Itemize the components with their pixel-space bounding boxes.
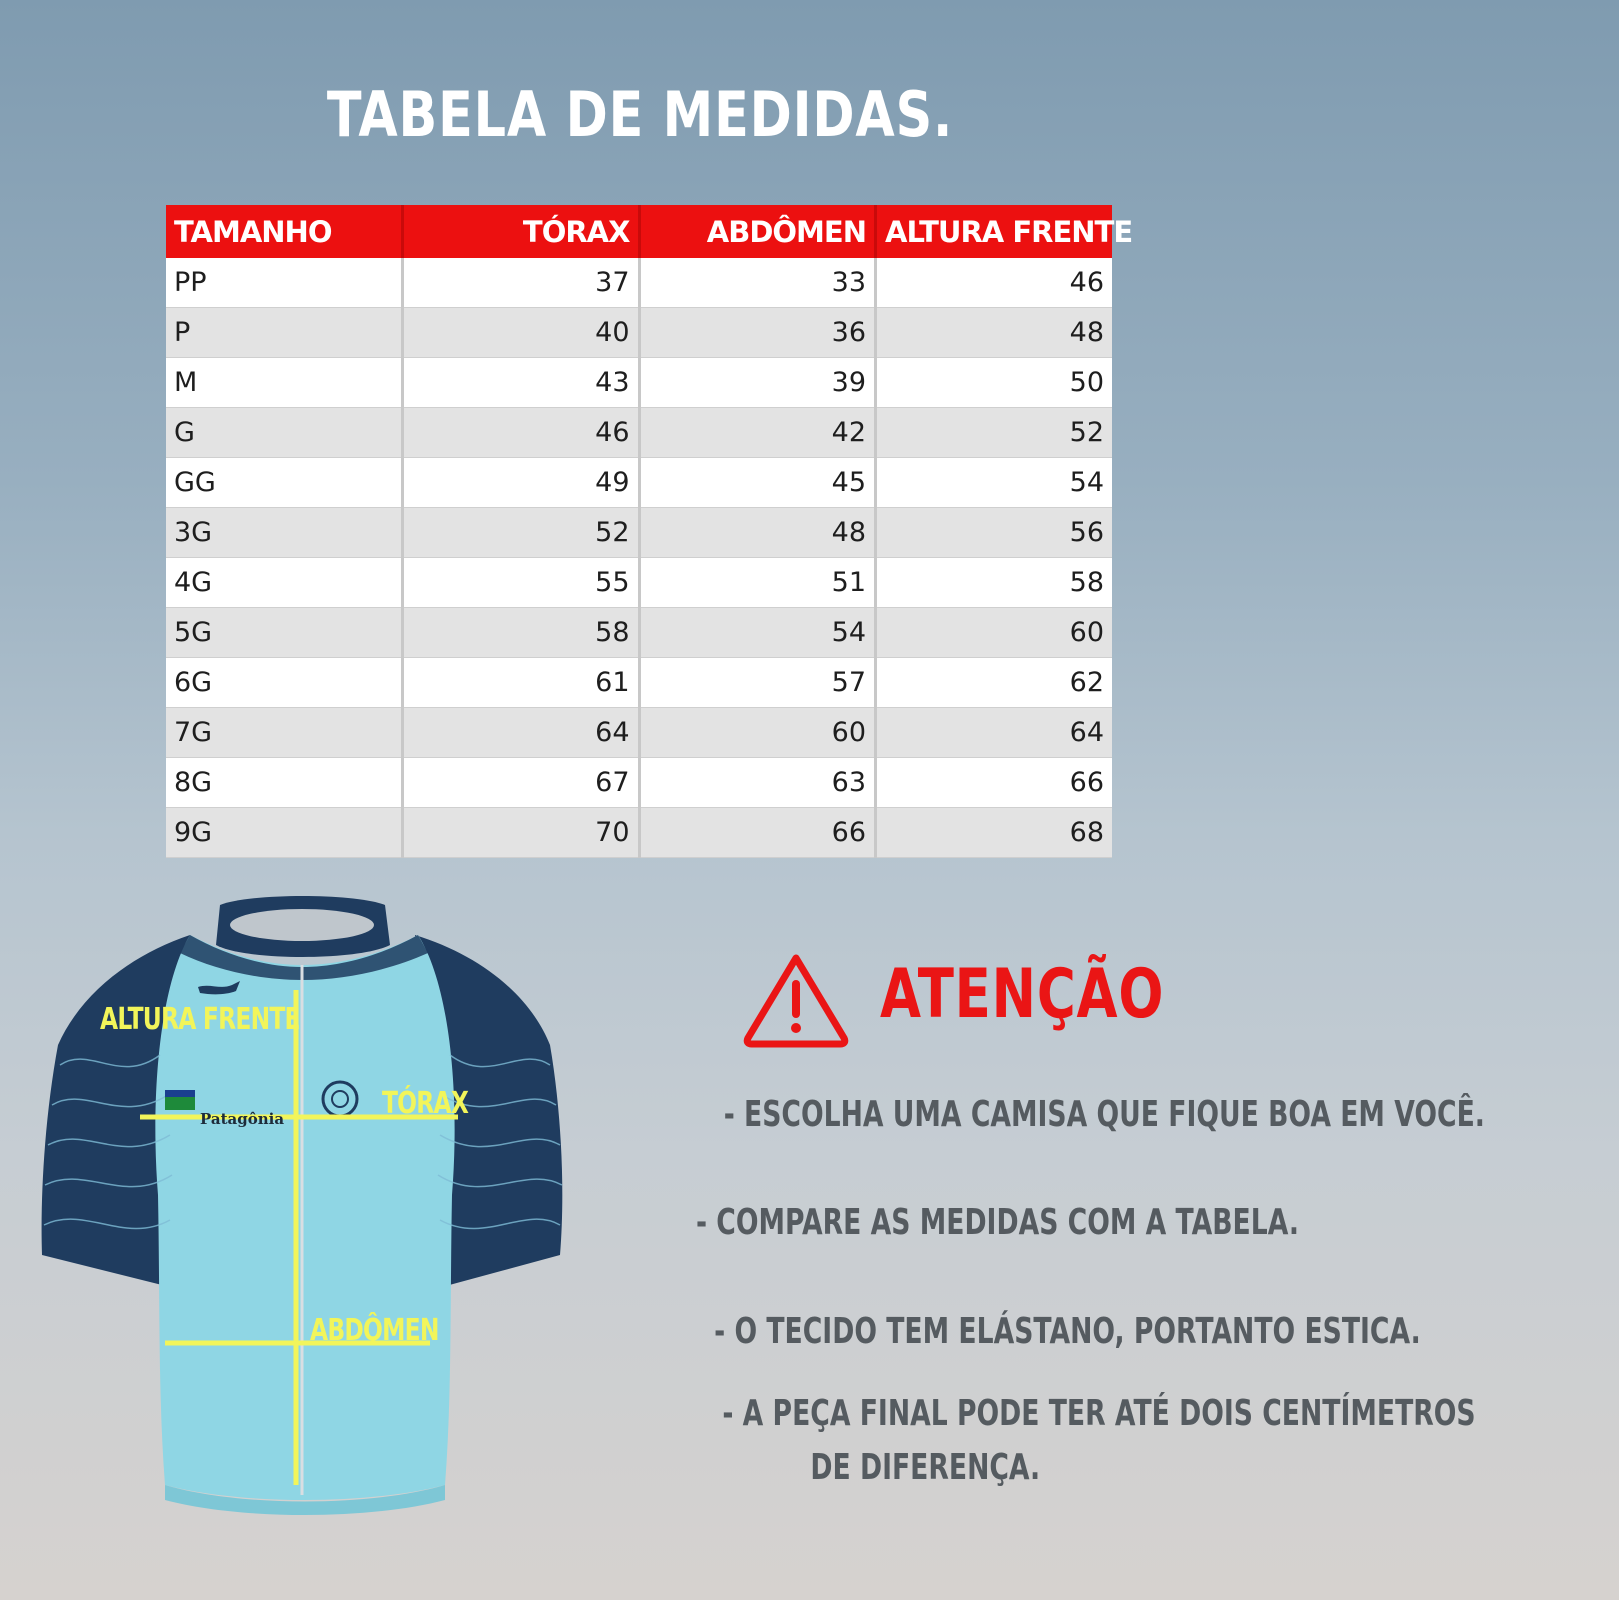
attention-heading: ATENÇÃO	[880, 955, 1165, 1034]
cell-tamanho: 5G	[166, 608, 403, 658]
cell-abdomen: 36	[639, 308, 876, 358]
cell-tamanho: PP	[166, 258, 403, 308]
header-abdomen: ABDÔMEN	[639, 205, 876, 258]
cell-altura-frente: 62	[876, 658, 1113, 708]
cell-tamanho: 8G	[166, 758, 403, 808]
table-row	[166, 308, 1112, 358]
warning-triangle-icon	[742, 952, 850, 1048]
cell-torax: 52	[403, 508, 640, 558]
note-1: - ESCOLHA UMA CAMISA QUE FIQUE BOA EM VOCÊ.	[723, 1094, 1485, 1135]
torax-label: TÓRAX	[382, 1086, 469, 1121]
cell-altura-frente: 68	[876, 808, 1113, 858]
note-4: - A PEÇA FINAL PODE TER ATÉ DOIS CENTÍMETROS	[722, 1393, 1476, 1434]
cell-altura-frente: 64	[876, 708, 1113, 758]
cell-abdomen: 45	[639, 458, 876, 508]
table-row	[166, 258, 1112, 308]
size-chart-table	[166, 205, 1133, 858]
table-row	[166, 458, 1112, 508]
cell-torax: 55	[403, 558, 640, 608]
header-tamanho: TAMANHO	[166, 205, 403, 258]
cell-altura-frente: 58	[876, 558, 1113, 608]
cell-torax: 61	[403, 658, 640, 708]
note-2: - COMPARE AS MEDIDAS COM A TABELA.	[695, 1202, 1299, 1243]
cell-torax: 49	[403, 458, 640, 508]
cell-abdomen: 57	[639, 658, 876, 708]
cell-tamanho: G	[166, 408, 403, 458]
table-row	[166, 658, 1112, 708]
cell-torax: 67	[403, 758, 640, 808]
table-row	[166, 558, 1112, 608]
table-row	[166, 508, 1112, 558]
cell-altura-frente: 54	[876, 458, 1113, 508]
cell-tamanho: 7G	[166, 708, 403, 758]
table-row	[166, 408, 1112, 458]
table-row	[166, 758, 1112, 808]
cell-tamanho: P	[166, 308, 403, 358]
table-row	[166, 358, 1112, 408]
cell-tamanho: 3G	[166, 508, 403, 558]
cell-torax: 70	[403, 808, 640, 858]
header-torax: TÓRAX	[403, 205, 640, 258]
cell-abdomen: 48	[639, 508, 876, 558]
brand-text: Patagônia	[200, 1110, 285, 1128]
table-row	[166, 708, 1112, 758]
note-5: DE DIFERENÇA.	[810, 1447, 1040, 1488]
table-row	[166, 608, 1112, 658]
cell-altura-frente: 66	[876, 758, 1113, 808]
page-title: TABELA DE MEDIDAS.	[326, 78, 954, 151]
cell-tamanho: 4G	[166, 558, 403, 608]
header-altura-frente: ALTURA FRENTE	[876, 205, 1113, 258]
table-header-row	[166, 205, 1112, 258]
cell-abdomen: 39	[639, 358, 876, 408]
cell-torax: 37	[403, 258, 640, 308]
cell-altura-frente: 52	[876, 408, 1113, 458]
cell-altura-frente: 46	[876, 258, 1113, 308]
cell-altura-frente: 50	[876, 358, 1113, 408]
cell-tamanho: GG	[166, 458, 403, 508]
abdomen-label: ABDÔMEN	[310, 1313, 439, 1348]
cell-abdomen: 54	[639, 608, 876, 658]
cell-tamanho: 6G	[166, 658, 403, 708]
cell-torax: 43	[403, 358, 640, 408]
note-3: - O TECIDO TEM ELÁSTANO, PORTANTO ESTICA.	[714, 1311, 1421, 1352]
cell-abdomen: 63	[639, 758, 876, 808]
cell-altura-frente: 48	[876, 308, 1113, 358]
cell-altura-frente: 56	[876, 508, 1113, 558]
cell-abdomen: 33	[639, 258, 876, 308]
cell-tamanho: M	[166, 358, 403, 408]
cell-altura-frente: 60	[876, 608, 1113, 658]
cell-torax: 64	[403, 708, 640, 758]
cell-abdomen: 60	[639, 708, 876, 758]
cell-torax: 46	[403, 408, 640, 458]
cell-abdomen: 42	[639, 408, 876, 458]
jersey-illustration	[40, 895, 570, 1545]
cell-abdomen: 66	[639, 808, 876, 858]
cell-torax: 58	[403, 608, 640, 658]
cell-tamanho: 9G	[166, 808, 403, 858]
cell-abdomen: 51	[639, 558, 876, 608]
cell-torax: 40	[403, 308, 640, 358]
table-row	[166, 808, 1112, 858]
altura-frente-label: ALTURA FRENTE	[100, 1002, 300, 1037]
